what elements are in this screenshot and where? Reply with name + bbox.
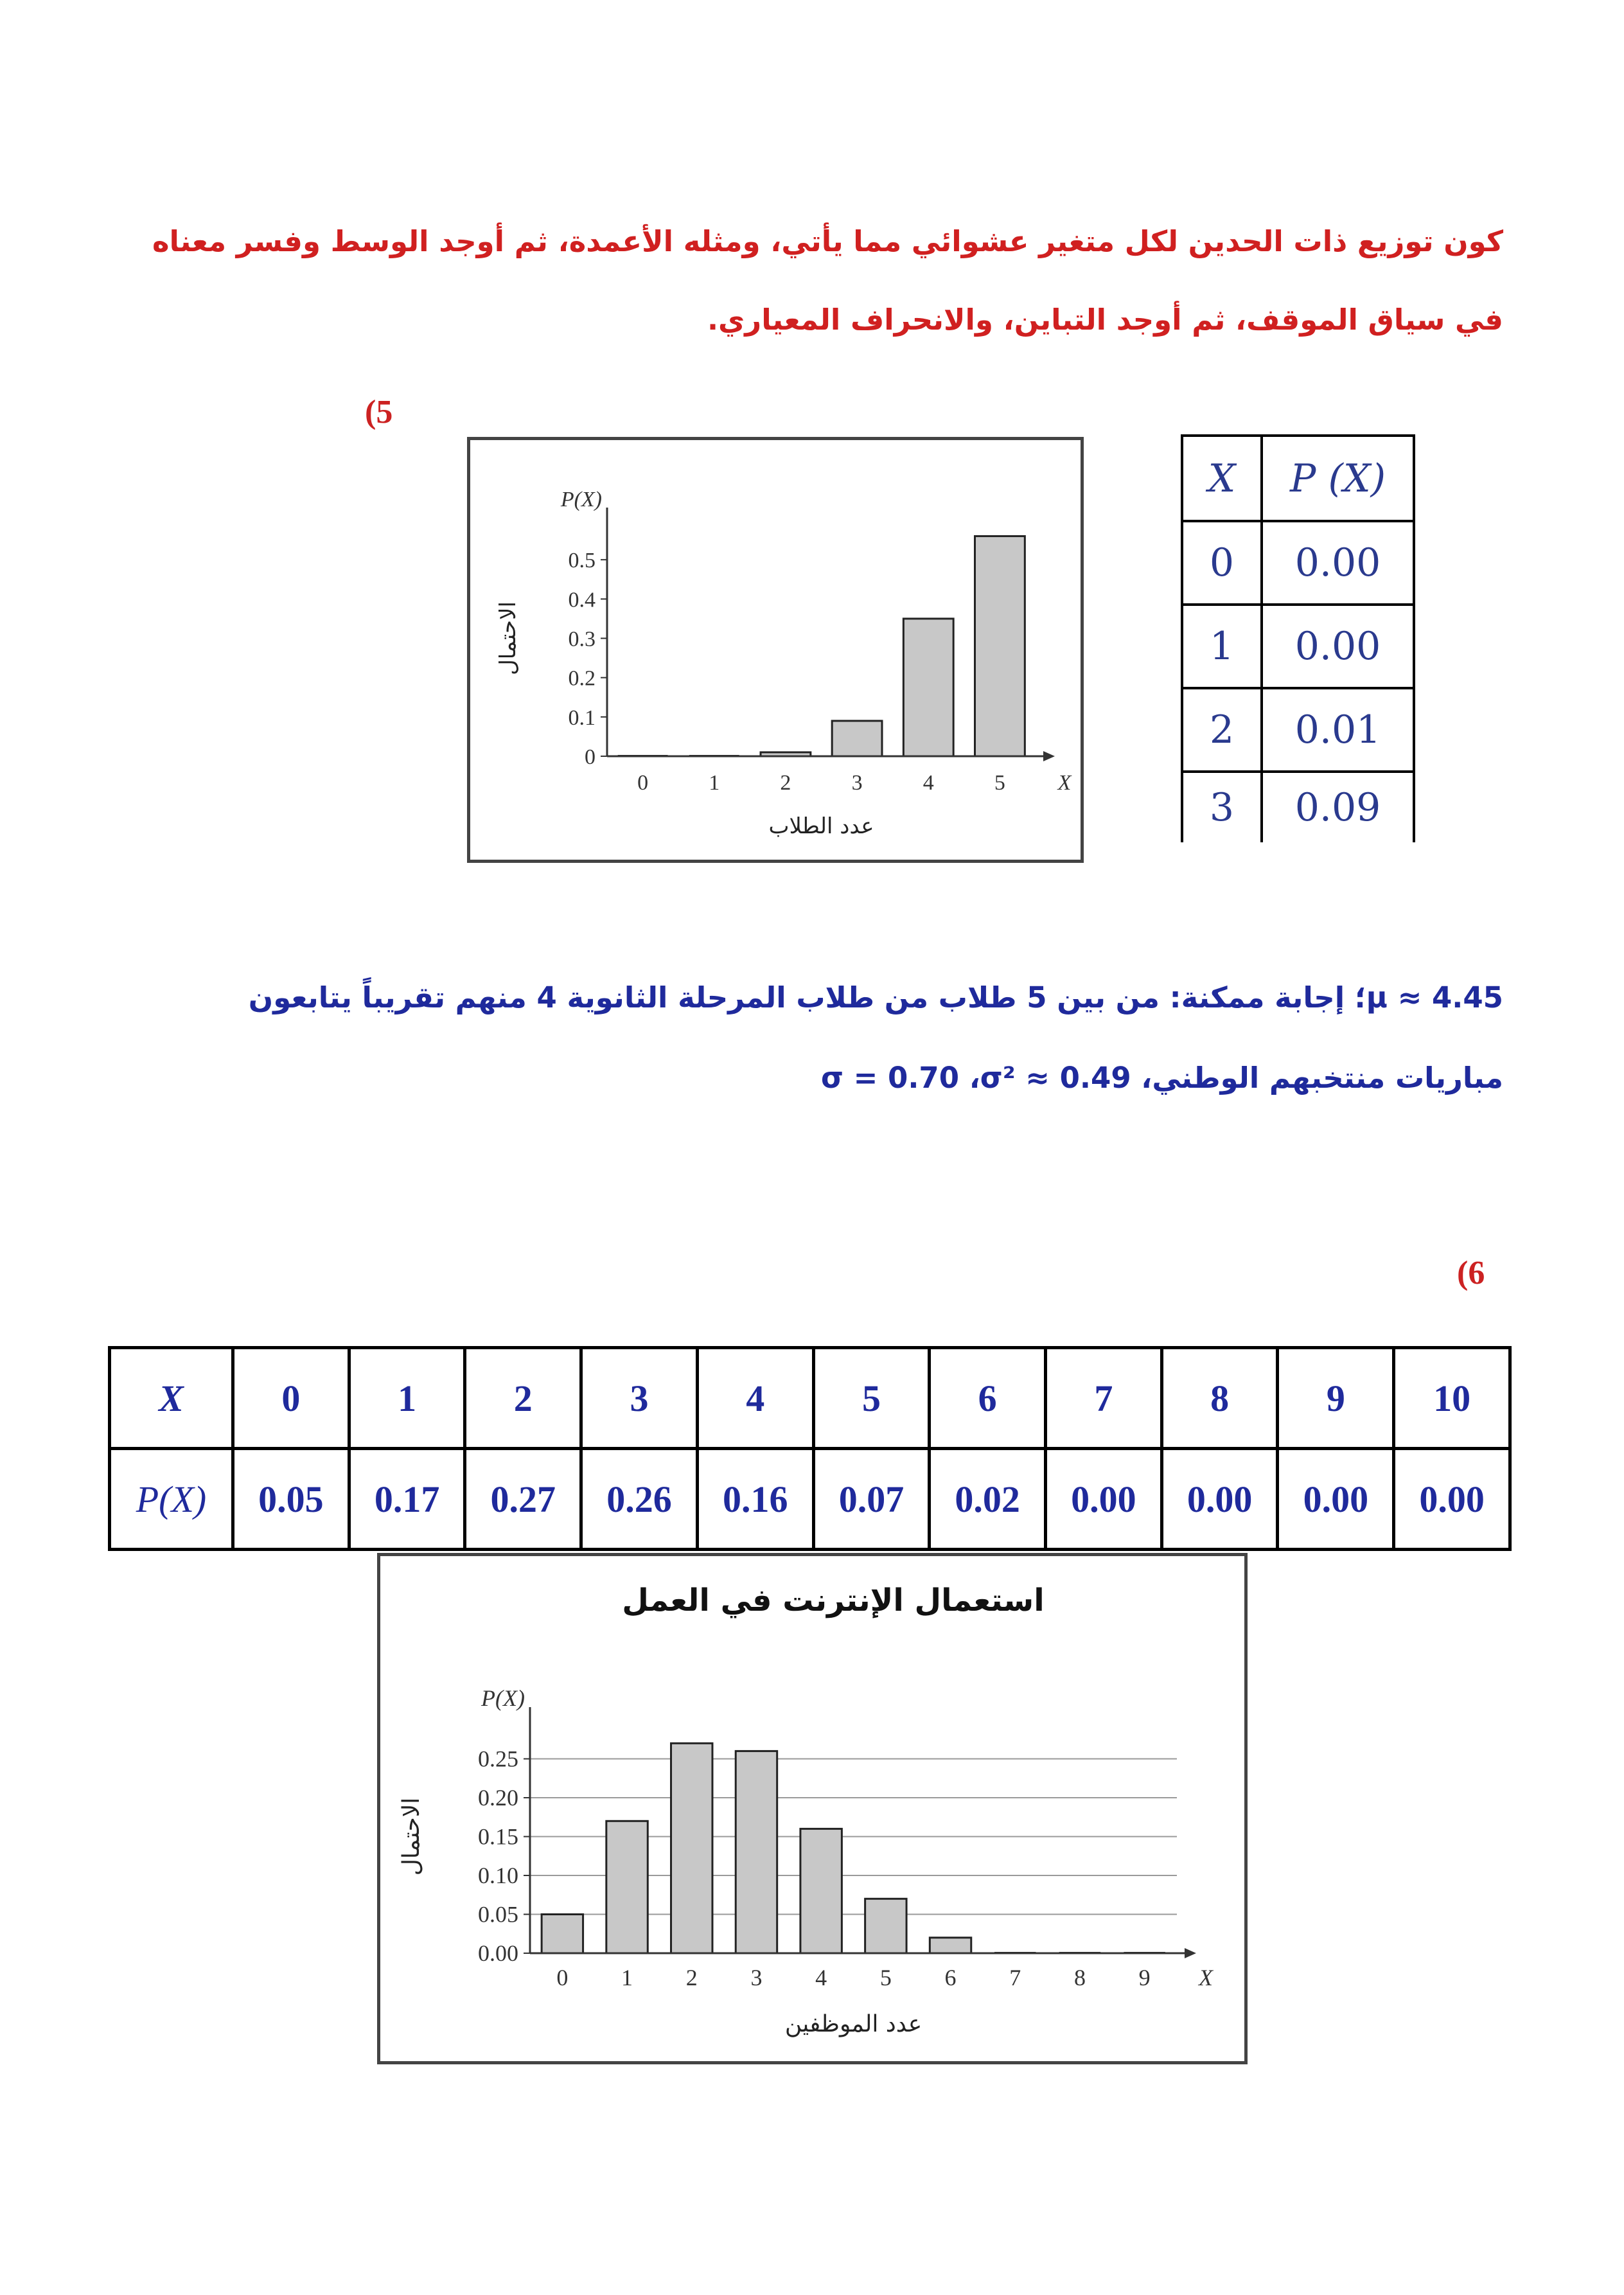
x-axis-tag: X: [1199, 1965, 1213, 1990]
y-tick-label: 0.2: [568, 666, 596, 691]
x-tick-label: 3: [750, 1965, 763, 1990]
bar: [930, 1938, 971, 1953]
q6-p-cell: 0.16: [697, 1449, 813, 1550]
q5-header-p: P (X): [1262, 436, 1414, 521]
q6-p-cell: 0.00: [1161, 1449, 1278, 1550]
q5-header-x: X: [1182, 436, 1262, 521]
bar: [736, 1751, 777, 1953]
bar: [800, 1829, 842, 1953]
q6-x-cell: 7: [1046, 1348, 1162, 1449]
instructions-line-1: كون توزيع ذات الحدين لكل متغير عشوائي مما يأتي، ومثله الأعمدة، ثم أوجد الوسط وفسر معناه: [152, 224, 1503, 258]
q6-x-cell: 9: [1278, 1348, 1394, 1449]
q5-x-cell: 0: [1182, 521, 1262, 605]
instructions: [135, 202, 1503, 359]
x-axis-arrow: [1043, 751, 1055, 761]
q6-p-cell: 0.05: [233, 1449, 349, 1550]
q6-x-cell: 0: [233, 1348, 349, 1449]
q5-x-cell: 2: [1182, 688, 1262, 772]
question-5-label: (5: [365, 394, 393, 430]
chart-title: استعمال الإنترنت في العمل: [622, 1582, 1045, 1618]
x-tick-label: 0: [637, 771, 649, 795]
x-tick-label: 1: [709, 771, 720, 795]
q5-table: [1181, 434, 1415, 842]
y-tick-label: 0.05: [478, 1901, 518, 1927]
q6-header-x: X: [110, 1348, 233, 1449]
y-axis-title: الاحتمال: [495, 601, 521, 675]
x-tick-label: 8: [1073, 1965, 1086, 1990]
q6-x-cell: 8: [1161, 1348, 1278, 1449]
bar: [606, 1821, 648, 1953]
chart-employees-svg: [380, 1556, 1244, 2061]
question-6-label: (6: [1457, 1255, 1485, 1291]
y-tick-label: 0.1: [568, 705, 596, 730]
q5-answer-line-2: مباريات منتخبهم الوطني، σ = 0.70 ،σ² ≈ 0.49: [820, 1061, 1503, 1095]
q5-p-cell: 0.09: [1262, 772, 1414, 842]
q6-p-cell: 0.00: [1278, 1449, 1394, 1550]
y-axis-tag: P(X): [481, 1685, 525, 1711]
x-tick-label: 4: [922, 771, 934, 795]
q6-x-cell: 10: [1394, 1348, 1510, 1449]
q6-x-cell: 2: [465, 1348, 581, 1449]
q6-header-p: P(X): [110, 1449, 233, 1550]
q5-answer: [128, 957, 1503, 1118]
q5-x-cell: 3: [1182, 772, 1262, 842]
x-tick-label: 5: [879, 1965, 892, 1990]
q5-p-cell: 0.01: [1262, 688, 1414, 772]
x-tick-label: 9: [1138, 1965, 1151, 1990]
q6-table: [108, 1346, 1512, 1551]
y-tick-label: 0: [585, 745, 596, 769]
q5-p-cell: 0.00: [1262, 605, 1414, 688]
chart-students: [467, 437, 1084, 863]
x-tick-label: 1: [621, 1965, 633, 1990]
bar: [975, 536, 1025, 756]
x-tick-label: 3: [851, 771, 863, 795]
y-tick-label: 0.5: [568, 549, 596, 573]
chart-students-svg: [470, 440, 1081, 860]
q6-x-cell: 4: [697, 1348, 813, 1449]
q6-p-cell: 0.07: [813, 1449, 930, 1550]
q6-p-cell: 0.00: [1046, 1449, 1162, 1550]
y-tick-label: 0.00: [478, 1940, 518, 1966]
q6-x-cell: 1: [349, 1348, 465, 1449]
x-tick-label: 4: [815, 1965, 827, 1990]
x-tick-label: 6: [944, 1965, 957, 1990]
x-tick-label: 5: [994, 771, 1005, 795]
bar: [671, 1743, 712, 1953]
q5-answer-line-1: 4.45 ≈ μ؛ إجابة ممكنة: من بين 5 طلاب من طلاب المرحلة الثانوية 4 منهم تقريباً يتابعون: [248, 980, 1503, 1015]
q6-p-cell: 0.00: [1394, 1449, 1510, 1550]
instructions-line-2: في سياق الموقف، ثم أوجد التباين، والانحراف المعياري.: [707, 303, 1503, 337]
x-axis-title: عدد الطلاب: [768, 813, 874, 839]
q6-p-cell: 0.26: [581, 1449, 698, 1550]
q6-p-cell: 0.27: [465, 1449, 581, 1550]
y-axis-title: الاحتمال: [398, 1797, 425, 1876]
bar: [542, 1915, 583, 1954]
x-tick-label: 0: [556, 1965, 569, 1990]
y-tick-label: 0.10: [478, 1863, 518, 1888]
x-axis-title: عدد الموظفين: [784, 2011, 922, 2037]
y-tick-label: 0.3: [568, 627, 596, 651]
chart-employees: [377, 1553, 1248, 2064]
q5-x-cell: 1: [1182, 605, 1262, 688]
x-tick-label: 2: [780, 771, 791, 795]
q6-p-cell: 0.17: [349, 1449, 465, 1550]
x-axis-tag: X: [1057, 771, 1072, 795]
y-tick-label: 0.15: [478, 1823, 518, 1850]
y-tick-label: 0.25: [478, 1746, 518, 1772]
bar: [903, 619, 953, 756]
y-tick-label: 0.4: [568, 588, 596, 612]
q5-p-cell: 0.00: [1262, 521, 1414, 605]
x-tick-label: 2: [685, 1965, 698, 1990]
y-axis-tag: P(X): [560, 488, 602, 511]
q6-p-cell: 0.02: [930, 1449, 1046, 1550]
q6-x-cell: 6: [930, 1348, 1046, 1449]
q6-x-cell: 5: [813, 1348, 930, 1449]
x-tick-label: 7: [1009, 1965, 1021, 1990]
bar: [865, 1899, 906, 1953]
q6-x-cell: 3: [581, 1348, 698, 1449]
x-axis-arrow: [1185, 1948, 1196, 1958]
bar: [832, 721, 882, 756]
y-tick-label: 0.20: [478, 1785, 518, 1811]
